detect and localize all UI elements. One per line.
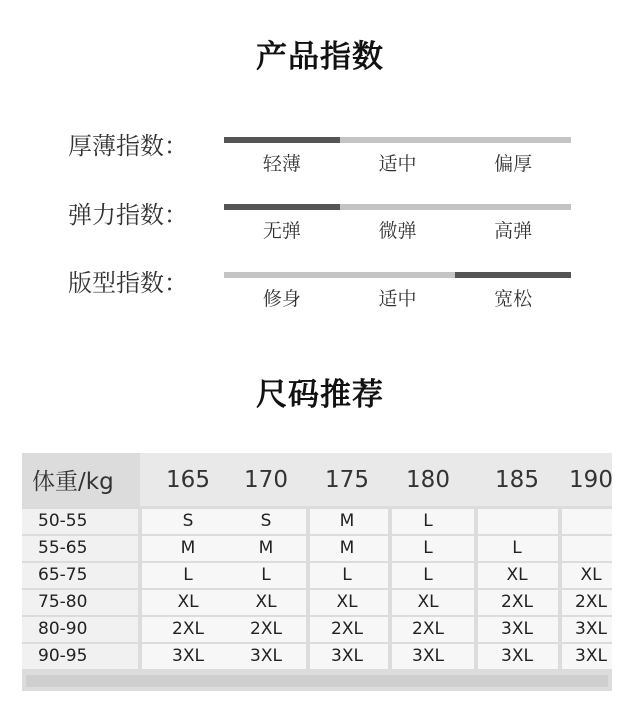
height-header-cell: 190 bbox=[569, 467, 613, 493]
table-row bbox=[22, 563, 612, 588]
table-row bbox=[22, 509, 612, 534]
size-value: 3XL bbox=[575, 646, 607, 666]
size-value: L bbox=[512, 538, 522, 558]
size-value: 2XL bbox=[501, 592, 533, 612]
thickness-options bbox=[224, 149, 571, 176]
size-value: L bbox=[183, 565, 193, 585]
size-value: 3XL bbox=[501, 619, 533, 639]
size-value: S bbox=[182, 511, 194, 531]
height-header-cell: 165 bbox=[166, 467, 210, 493]
option-label: 适中 bbox=[378, 153, 417, 175]
weight-range: 65-75 bbox=[38, 565, 88, 585]
size-value: 2XL bbox=[250, 619, 282, 639]
size-value: XL bbox=[417, 592, 439, 612]
size-value: 2XL bbox=[412, 619, 444, 639]
size-value: S bbox=[260, 511, 272, 531]
elasticity-index-row bbox=[0, 195, 640, 245]
weight-range: 80-90 bbox=[38, 619, 88, 639]
size-recommendation-title: 尺码推荐 bbox=[256, 377, 384, 413]
size-value: XL bbox=[255, 592, 277, 612]
size-cell bbox=[562, 536, 612, 561]
option-label: 无弹 bbox=[262, 220, 301, 242]
size-table bbox=[22, 453, 612, 691]
size-value: 3XL bbox=[575, 619, 607, 639]
option-label: 修身 bbox=[262, 288, 301, 310]
size-value: 2XL bbox=[331, 619, 363, 639]
fit-seg-1 bbox=[340, 272, 456, 278]
elasticity-index-label: 弹力指数： bbox=[68, 201, 188, 229]
table-row bbox=[22, 644, 612, 669]
fit-index-row bbox=[0, 263, 640, 313]
thickness-seg-2 bbox=[455, 137, 571, 143]
table-row bbox=[22, 617, 612, 642]
thickness-seg-0 bbox=[224, 137, 340, 143]
size-value: M bbox=[180, 538, 196, 558]
thickness-seg-1 bbox=[340, 137, 456, 143]
fit-options bbox=[224, 284, 571, 311]
height-header bbox=[140, 453, 612, 506]
elasticity-seg-1 bbox=[340, 204, 456, 210]
option-label: 微弹 bbox=[378, 220, 417, 242]
size-value: XL bbox=[336, 592, 358, 612]
size-value: 3XL bbox=[250, 646, 282, 666]
height-header-cell: 180 bbox=[406, 467, 450, 493]
thickness-index-row bbox=[0, 126, 640, 176]
option-label: 轻薄 bbox=[262, 153, 301, 175]
size-value: L bbox=[423, 538, 433, 558]
size-table-footer bbox=[26, 675, 608, 687]
height-header-cell: 170 bbox=[244, 467, 288, 493]
thickness-index-bar bbox=[224, 137, 571, 143]
thickness-index-label: 厚薄指数： bbox=[68, 132, 188, 160]
weight-range: 75-80 bbox=[38, 592, 88, 612]
weight-range: 55-65 bbox=[38, 538, 88, 558]
fit-index-bar bbox=[224, 272, 571, 278]
size-value: L bbox=[423, 511, 433, 531]
option-label: 偏厚 bbox=[494, 153, 533, 175]
height-header-cell: 175 bbox=[325, 467, 369, 493]
option-label: 适中 bbox=[378, 288, 417, 310]
size-value: 2XL bbox=[575, 592, 607, 612]
size-cell bbox=[392, 536, 474, 561]
size-value: L bbox=[423, 565, 433, 585]
size-value: 3XL bbox=[172, 646, 204, 666]
table-row bbox=[22, 536, 612, 561]
elasticity-seg-0 bbox=[224, 204, 340, 210]
size-value: M bbox=[339, 538, 355, 558]
size-value: L bbox=[261, 565, 271, 585]
table-row bbox=[22, 590, 612, 615]
elasticity-index-bar bbox=[224, 204, 571, 210]
size-cell bbox=[562, 509, 612, 534]
option-label: 高弹 bbox=[494, 220, 533, 242]
elasticity-options bbox=[224, 216, 571, 243]
size-value: 3XL bbox=[412, 646, 444, 666]
size-value: M bbox=[339, 511, 355, 531]
size-value: 3XL bbox=[501, 646, 533, 666]
fit-seg-2 bbox=[455, 272, 571, 278]
size-value: XL bbox=[177, 592, 199, 612]
weight-range: 90-95 bbox=[38, 646, 88, 666]
size-value: XL bbox=[506, 565, 528, 585]
weight-range: 50-55 bbox=[38, 511, 88, 531]
size-cell bbox=[478, 509, 558, 534]
option-label: 宽松 bbox=[494, 288, 533, 310]
fit-index-label: 版型指数： bbox=[68, 269, 188, 297]
weight-header: 体重/kg bbox=[22, 453, 140, 506]
size-value: 3XL bbox=[331, 646, 363, 666]
size-value: XL bbox=[580, 565, 602, 585]
product-index-title: 产品指数 bbox=[256, 39, 384, 75]
size-cell bbox=[392, 509, 474, 534]
elasticity-seg-2 bbox=[455, 204, 571, 210]
size-table-header bbox=[22, 453, 612, 506]
height-header-cell: 185 bbox=[495, 467, 539, 493]
size-value: M bbox=[258, 538, 274, 558]
size-value: 2XL bbox=[172, 619, 204, 639]
fit-seg-0 bbox=[224, 272, 340, 278]
size-cell bbox=[392, 563, 474, 588]
size-value: L bbox=[342, 565, 352, 585]
